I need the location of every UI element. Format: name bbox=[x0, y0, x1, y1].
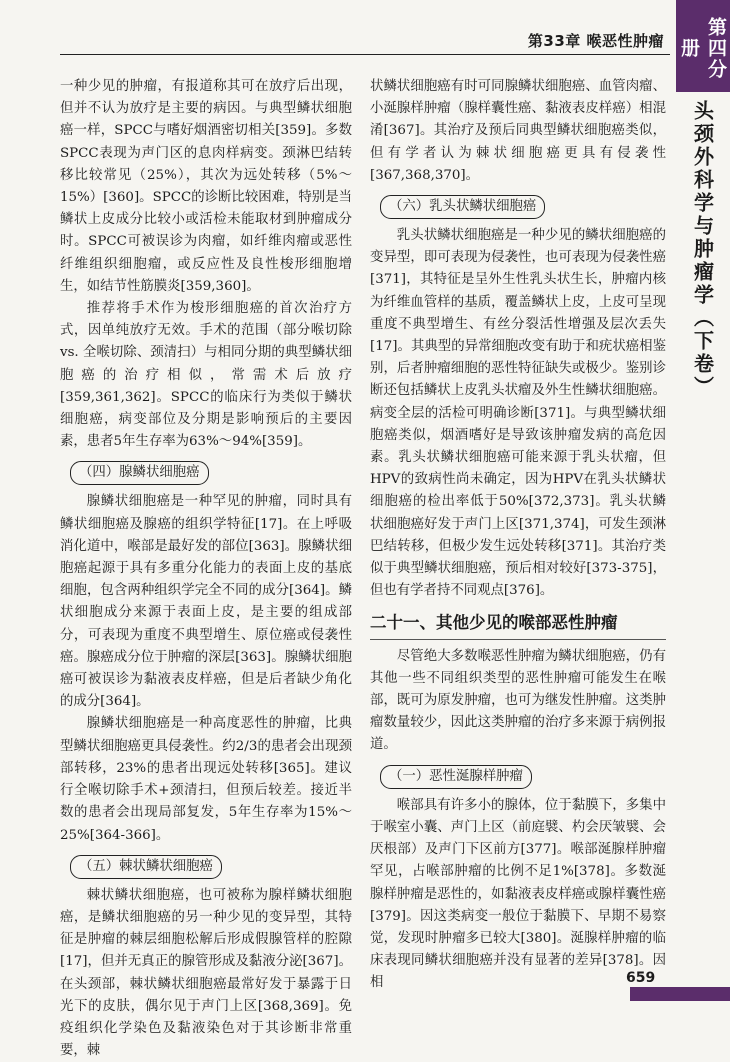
book-title-vertical bbox=[676, 100, 730, 400]
subheading-acantholytic: （五）棘状鳞状细胞癌 bbox=[70, 855, 222, 879]
paragraph: 推荐将手术作为梭形细胞癌的首次治疗方式，因单纯放疗无效。手术的范围（部分喉切除 vs. 全喉切除、颈清扫）与相同分期的典型鳞状细胞癌的治疗相似，常需术后放疗[359,361,362]。SPCC的临床行为类似于鳞状细胞癌，病变部位及分期是影响预后的主要因素，患者5年生存率为63%～94%[359]。 bbox=[60, 301, 352, 450]
paragraph: 腺鳞状细胞癌是一种高度恶性的肿瘤，比典型鳞状细胞癌更具侵袭性。约2/3的患者会出现颈部转移，23%的患者出现远处转移[365]。建议行全喉切除手术+颈清扫，但预后较差。接近半数的患者会出现局部复发，5年生存率为15%～25%[364-366]。 bbox=[60, 716, 352, 843]
left-column bbox=[60, 76, 352, 1062]
part-label: 第四分册 bbox=[678, 16, 727, 80]
paragraph: 棘状鳞状细胞癌，也可被称为腺样鳞状细胞癌，是鳞状细胞癌的另一种少见的变异型，其特征是肿瘤的棘层细胞松解后形成假腺管样的腔隙[17]，但并无真正的腺管形成及黏液分泌[367]。在头颈部，棘状鳞状细胞癌最常好发于暴露于日光下的皮肤，偶尔见于声门上区[368,369]。免疫组织化学染色及黏液染色对于其诊断非常重要，棘 bbox=[60, 887, 352, 1059]
subheading-papillary: （六）乳头状鳞状细胞癌 bbox=[380, 195, 545, 219]
book-title: 头颈外科学与肿瘤学（下卷） bbox=[690, 100, 715, 399]
page-number: 659 bbox=[626, 970, 656, 986]
subheading-salivary: （一）恶性涎腺样肿瘤 bbox=[380, 765, 532, 789]
running-header bbox=[60, 24, 670, 55]
paragraph: 乳头状鳞状细胞癌是一种少见的鳞状细胞癌的变异型，即可表现为侵袭性，也可表现为侵袭性癌[371]，其特征是呈外生性乳头状生长，肿瘤内核为纤维血管样的基质，覆盖鳞状上皮，上皮可呈现重度不典型增生、有丝分裂活性增强及层次丢失[17]。其典型的异常细胞改变有助于和疣状癌相鉴别，后者肿瘤细胞的恶性特征缺失或极少。鉴别诊断还包括鳞状上皮乳头状瘤及外生性鳞状细胞癌。病变全层的活检可明确诊断[371]。与典型鳞状细胞癌类似，烟酒嗜好是导致该肿瘤发病的高危因素。乳头状鳞状细胞癌可能来源于乳头状瘤，但HPV的致病性尚未确定，因为HPV在乳头状鳞状细胞癌的检出率低于50%[372,373]。乳头状鳞状细胞癌好发于声门上区[371,374]，可发生颈淋巴结转移，但极少发生远处转移[371]。其治疗类似于典型鳞状细胞癌，预后相对较好[373-375]，但也有学者持不同观点[376]。 bbox=[370, 228, 666, 599]
chapter-title: 第33章 喉恶性肿瘤 bbox=[527, 32, 664, 50]
subheading-adenosquamous: （四）腺鳞状细胞癌 bbox=[70, 461, 209, 485]
paragraph: 尽管绝大多数喉恶性肿瘤为鳞状细胞癌，仍有其他一些不同组织类型的恶性肿瘤可能发生在喉部，既可为原发肿瘤，也可为继发性肿瘤。这类肿瘤数量较少，因此这类肿瘤的治疗多来源于病例报道。 bbox=[370, 648, 666, 753]
paragraph: 腺鳞状细胞癌是一种罕见的肿瘤，同时具有鳞状细胞癌及腺癌的组织学特征[17]。在上呼吸消化道中，喉部是最好发的部位[363]。腺鳞状细胞癌起源于具有多重分化能力的表面上皮的基底细胞，包含两种组织学完全不同的成分[364]。鳞状细胞成分来源于表面上皮，是主要的组成部分，可表现为重度不典型增生、原位癌或侵袭性癌。腺癌成分位于肿瘤的深层[363]。腺鳞状细胞癌可被误诊为黏液表皮样癌，但是后者缺少角化的成分[364]。 bbox=[60, 494, 352, 710]
part-tab bbox=[676, 0, 730, 92]
right-column bbox=[370, 76, 666, 995]
paragraph: 一种少见的肿瘤，有报道称其可在放疗后出现，但并不认为放疗是主要的病因。与典型鳞状细胞癌一样，SPCC与嗜好烟酒密切相关[359]。多数SPCC表现为声门区的息肉样病变。颈淋巴结转移比较常见（25%），其次为远处转移（5%～15%）[360]。SPCC的诊断比较困难，特别是当鳞状上皮成分比较小或活检未能取材到肿瘤成分时。SPCC可被误诊为肉瘤，如纤维肉瘤或恶性纤维组织细胞瘤，或反应性及良性梭形细胞增生，如结节性筋膜炎[359,360]。 bbox=[60, 79, 352, 294]
paragraph: 状鳞状细胞癌有时可同腺鳞状细胞癌、血管肉瘤、小涎腺样肿瘤（腺样囊性癌、黏液表皮样癌）相混淆[367]。其治疗及预后同典型鳞状细胞癌类似，但有学者认为棘状细胞癌更具有侵袭性[367,368,370]。 bbox=[370, 79, 666, 183]
footer-bar bbox=[630, 987, 730, 1001]
section-title: 二十一、其他少见的喉部恶性肿瘤 bbox=[370, 612, 666, 639]
paragraph: 喉部具有许多小的腺体，位于黏膜下，多集中于喉室小囊、声门上区（前庭襞、杓会厌皱襞、会厌根部）及声门下区前方[377]。喉部涎腺样肿瘤罕见，占喉部肿瘤的比例不足1%[378]。多数涎腺样肿瘤是恶性的，如黏液表皮样癌或腺样囊性癌[379]。因这类病变一般位于黏膜下、早期不易察觉，发现时肿瘤多已较大[380]。涎腺样肿瘤的临床表现同鳞状细胞癌并没有显著的差异[378]。因相 bbox=[370, 797, 666, 991]
